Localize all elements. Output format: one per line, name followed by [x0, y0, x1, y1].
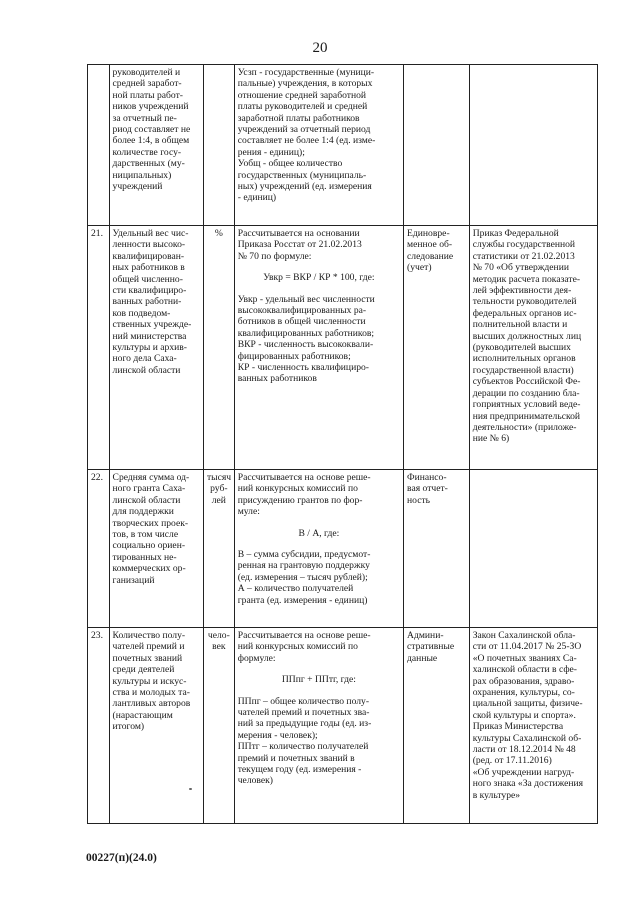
indicator-name: Удельный вес чис- ленности высоко- квалифицирован- ных работников в общей численно- сти квалифициро- ванных работни- ков подведом- ственных учрежде- ний министерства культуры и архив- ного дела Саха- линской области — [109, 226, 203, 470]
formula: В / А, где: — [298, 527, 340, 539]
table-row — [88, 226, 598, 470]
calculation-method — [234, 628, 403, 824]
table-row — [88, 470, 598, 628]
method-intro: Рассчитывается на основе реше- ний конкурсных комиссий по формуле: — [237, 630, 371, 664]
legal-basis — [469, 470, 597, 628]
row-number — [88, 65, 110, 226]
method-definitions: Увкр - удельный вес численности высококвалифицированных ра- ботников в общей численности квалифицированных работников; ВКР - численность высококвали- фицированных работников; КР - численность квалифициро- ванных работников — [237, 293, 375, 385]
row-number: 21. — [88, 226, 110, 470]
indicator-name: Средняя сумма од- ного гранта Саха- линской области для поддержки творческих проек- тов, в том числе социально ориен- тированных не- коммерческих ор- ганизаций — [109, 470, 203, 628]
calculation-method — [234, 470, 403, 628]
method-definitions: В – сумма субсидии, предусмот- ренная на грантовую поддержку (ед. измерения – тысяч рублей); А – количество получателей гранта (ед. измерения - единиц) — [237, 549, 371, 606]
data-source: Единовре- менное об- следование (учет) — [404, 226, 470, 470]
table-row — [88, 628, 598, 824]
page-number: 20 — [312, 40, 328, 56]
data-source — [404, 65, 470, 226]
data-source: Админи- стративные данные — [404, 628, 470, 824]
formula: Увкр = ВКР / КР * 100, где: — [263, 272, 375, 284]
calculation-method — [234, 65, 403, 226]
indicator-name: Количество полу- чателей премий и почетных званий среди деятелей культуры и искус- ства и молодых та- лантливых авторов (нарастающим итогом) — [109, 628, 203, 824]
indicators-table — [87, 64, 598, 824]
method-intro: Усзп - государственные (муници- пальные) учреждения, в которых отношение средней заработной платы руководителей и средней заработной платы работников учреждений за отчетный период составляет не более 1:4 (ед. изме- рения - единиц); Уобщ - общее количество государственных (муниципаль- ных) учреждений (ед. измерения - единиц) — [237, 67, 376, 204]
method-intro: Рассчитывается на основании Приказа Росстат от 21.02.2013 № 70 по формуле: — [237, 228, 362, 262]
data-source: Финансо- вая отчет- ность — [404, 470, 470, 628]
unit-of-measure — [203, 65, 234, 226]
unit-of-measure: % — [203, 226, 234, 470]
unit-of-measure: тысяч руб- лей — [203, 470, 234, 628]
legal-basis — [469, 65, 597, 226]
method-definitions: ППпг – общее количество полу- чателей премий и почетных зва- ний за предыдущие годы (ед. из- мерения - человек); ППтг – количество получателей премий и почетных званий в текущем году (ед. измерения - человек) — [237, 695, 372, 787]
legal-basis: Приказ Федеральной службы государственной статистики от 21.02.2013 № 70 «Об утверждении методик расчета показате- лей эффективности дея- тельности руководителей федеральных органов ис- полнительной власти и высших должностных лиц (руководителей высших исполнительных органов государственной власти) субъектов Российской Фе- дерации по созданию бла- гоприятных условий веде- ния предпринимательской деятельности» (приложе- ние № 6) — [469, 226, 597, 470]
row-number: 23. — [88, 628, 110, 824]
unit-of-measure: чело- век — [203, 628, 234, 824]
row-number: 22. — [88, 470, 110, 628]
formula: ППпг + ППтг, где: — [281, 674, 356, 686]
calculation-method — [234, 226, 403, 470]
scan-speck — [189, 788, 192, 790]
indicator-name: руководителей и средней заработ- ной платы работ- ников учреждений за отчетный пе- риод составляет не более 1:4, в общем количестве госу- дарственных (му- ниципальных) учреждений — [109, 65, 203, 226]
document-code: 00227(п)(24.0) — [86, 852, 157, 864]
table-row — [88, 65, 598, 226]
method-intro: Рассчитывается на основе реше- ний конкурсных комиссий по присуждению грантов по фор- муле: — [237, 472, 371, 518]
legal-basis: Закон Сахалинской обла- сти от 11.04.2017 № 25-ЗО «О почетных званиях Са- халинской области в сфе- рах образования, здраво- охранения, культуры, со- циальной защиты, физиче- ской культуры и спорта». Приказ Министерства культуры Сахалинской об- ласти от 18.12.2014 № 48 (ред. от 17.11.2016) «Об учреждении нагруд- ного знака «За достижения в культуре» — [469, 628, 597, 824]
